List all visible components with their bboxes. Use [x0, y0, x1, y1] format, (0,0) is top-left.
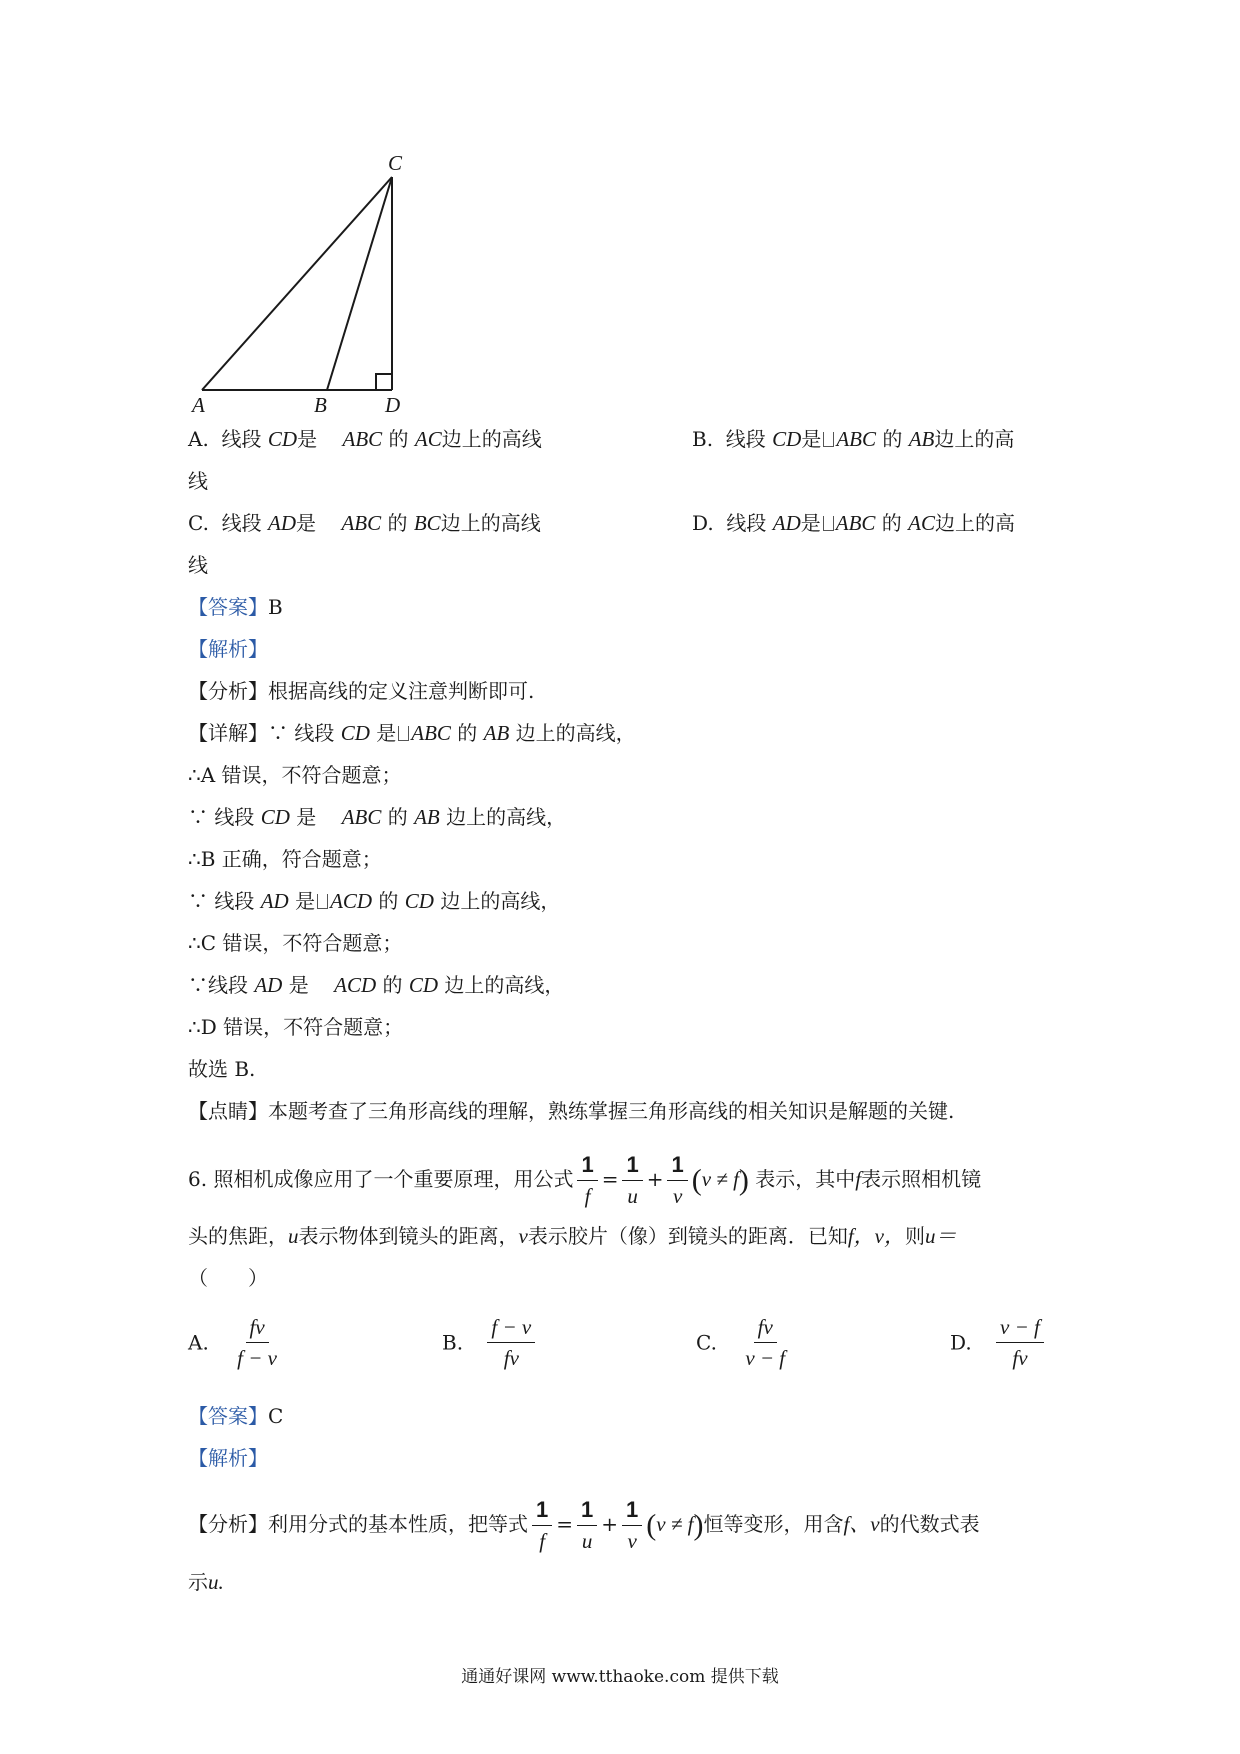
- q5-option-d-wrap: 线: [188, 553, 208, 577]
- q6-answer: 【答案】C: [188, 1404, 284, 1428]
- q5-step-3: ∵ 线段 CD 是 ABC 的 AB 边上的高线，: [188, 805, 567, 829]
- label-A: A: [192, 393, 205, 417]
- q6-analysis-heading: 【解析】: [188, 1446, 268, 1470]
- q5-option-d: D. 线段 AD是 ABC 的 AC边上的高: [692, 511, 1015, 535]
- q5-step-4: ∴B 正确，符合题意；: [188, 847, 382, 871]
- formula-lhs: $\frac{1}{f}$: [577, 1152, 597, 1209]
- label-B: B: [314, 393, 327, 417]
- q5-step-1: 【详解】∵ 线段 CD 是 ABC 的 AB 边上的高线，: [188, 721, 636, 745]
- q5-analysis-heading: 【解析】: [188, 637, 268, 661]
- q5-dianjing: 【点睛】本题考查了三角形高线的理解，熟练掌握三角形高线的相关知识是解题的关键.: [188, 1099, 955, 1123]
- q6-stem-line1: 6. 照相机成像应用了一个重要原理，用公式 $\frac{1}{f}$ = $\frac{1}{u}$ + $\frac{1}{v}$ (v ≠ f) 表示，其中f表示照相机镜: [188, 1152, 982, 1208]
- page-footer: 通通好课网 www.tthaoke.com 提供下载: [461, 1667, 779, 1687]
- q6-fenxi-line2: 示u.: [188, 1570, 224, 1594]
- q5-option-c: C. 线段 AD是 ABC 的 BC边上的高线: [188, 511, 541, 535]
- q6-option-d: D. $\frac{v - f}{fv}$: [950, 1314, 1048, 1371]
- q6-option-c: C. $\frac{fv}{v - f}$: [696, 1315, 786, 1370]
- triangle-figure: [0, 0, 1240, 420]
- q5-step-7: ∵线段 AD 是 ACD 的 CD 边上的高线，: [188, 973, 565, 997]
- q5-answer: 【答案】B: [188, 595, 283, 619]
- segment-BC: [327, 177, 392, 390]
- q5-step-5: ∵ 线段 AD 是 ACD 的 CD 边上的高线，: [188, 889, 561, 913]
- right-angle-mark: [376, 374, 392, 390]
- q5-option-b-wrap: 线: [188, 469, 208, 493]
- q6-option-b: B. $\frac{f - v}{fv}$: [442, 1314, 539, 1371]
- q5-fenxi: 【分析】根据高线的定义注意判断即可.: [188, 679, 535, 703]
- q5-option-b: B. 线段 CD是 ABC 的 AB边上的高: [692, 427, 1015, 451]
- q6-blank: （ ）: [188, 1266, 268, 1290]
- q5-step-6: ∴C 错误，不符合题意；: [188, 931, 403, 955]
- formula-term-u: $\frac{1}{u}$: [622, 1152, 642, 1209]
- q5-step-2: ∴A 错误，不符合题意；: [188, 763, 402, 787]
- formula-term-v: $\frac{1}{v}$: [667, 1152, 687, 1209]
- segment-AC: [202, 177, 392, 390]
- q5-step-8: ∴D 错误，不符合题意；: [188, 1015, 404, 1039]
- label-D: D: [385, 393, 401, 417]
- q6-fenxi: 【分析】利用分式的基本性质，把等式 $\frac{1}{f}$ = $\frac{1}{u}$ + $\frac{1}{v}$ (v ≠ f)恒等变形，用含f、v的代数式表: [188, 1497, 980, 1553]
- q5-option-a: A. 线段 CD是 ABC 的 AC边上的高线: [188, 427, 542, 451]
- q5-conclusion: 故选 B.: [188, 1057, 256, 1081]
- label-C: C: [388, 151, 403, 175]
- q6-option-a: A. $\frac{fv}{f - v}$: [188, 1315, 277, 1370]
- q6-stem-line2: 头的焦距，u表示物体到镜头的距离，v表示胶片（像）到镜头的距离．已知f，v，则u＝: [188, 1224, 957, 1248]
